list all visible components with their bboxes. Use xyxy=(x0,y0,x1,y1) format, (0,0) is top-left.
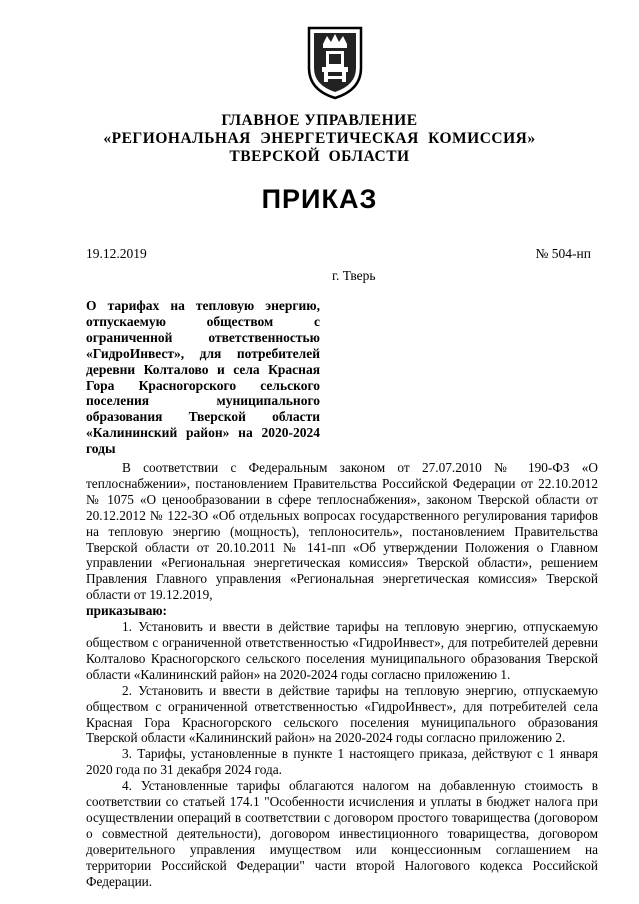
order-word: приказываю: xyxy=(86,603,167,619)
order-item-4: 4. Установленные тарифы облагаются налогом на добавленную стоимость в соответствии со статьей 174.1 "Особенности исчисления и уплаты в бюджет налога при осуществлении операций в соответствии с договором простого товарищества (договором о совместной деятельности), договором инвестиционного товарищества, договором доверительного управления имуществом или концессионным соглашением на территории Российской Федерации" части второй Налогового кодекса Российской Федерации. xyxy=(86,778,598,889)
document-body xyxy=(86,460,598,889)
document-number: № 504-нп xyxy=(535,246,591,261)
coat-of-arms-icon xyxy=(305,24,365,100)
authority-header-line-2: «РЕГИОНАЛЬНАЯ ЭНЕРГЕТИЧЕСКАЯ КОМИССИЯ» xyxy=(103,130,536,147)
authority-header-line-3: ТВЕРСКОЙ ОБЛАСТИ xyxy=(229,148,410,165)
order-item-3: 3. Тарифы, установленные в пункте 1 настоящего приказа, действуют с 1 января 2020 года по 31 декабря 2024 года. xyxy=(86,746,598,778)
preamble-paragraph: В соответствии с Федеральным законом от 27.07.2010 № 190-ФЗ «О теплоснабжении», постановлением Правительства Российской Федерации от 22.10.2012 № 1075 «О ценообразовании в сфере теплоснабжения», законом Тверской области от 20.12.2012 № 122-ЗО «Об отдельных вопросах государственного регулирования тарифов на тепловую энергию (мощность), теплоноситель», постановлением Правительства Тверской области от 20.10.2011 № 141-пп «Об утверждении Положения о Главном управлении «Региональная энергетическая комиссия» Тверской области», решением Правления Главного управления «Региональная энергетическая комиссия» Тверской области от 19.12.2019, xyxy=(86,460,598,603)
authority-header-line-1: ГЛАВНОЕ УПРАВЛЕНИЕ xyxy=(221,112,418,129)
document-date: 19.12.2019 xyxy=(86,246,147,261)
order-item-1: 1. Установить и ввести в действие тарифы на тепловую энергию, отпускаемую обществом с ограниченной ответственностью «ГидроИнвест», для потребителей деревни Колталово Красногорского сельского поселения муниципального образования Тверской области «Калининский район» на 2020-2024 годы согласно приложению 1. xyxy=(86,619,598,682)
document-city: г. Тверь xyxy=(332,268,376,283)
order-item-2: 2. Установить и ввести в действие тарифы на тепловую энергию, отпускаемую обществом с ограниченной ответственностью «ГидроИнвест», для потребителей села Красная Гора Красногорского сельского поселения муниципального образования Тверской области «Калининский район» на 2020-2024 годы согласно приложению 2. xyxy=(86,682,598,746)
document-subject: О тарифах на тепловую энергию, отпускаемую обществом с ограниченной ответственностью «ГидроИнвест», для потребителей деревни Колталово и села Красная Гора Красногорского сельского поселения муниципального образования Тверской области «Калининский район» на 2020-2024 годы xyxy=(86,298,320,457)
document-title: ПРИКАЗ xyxy=(261,184,378,214)
